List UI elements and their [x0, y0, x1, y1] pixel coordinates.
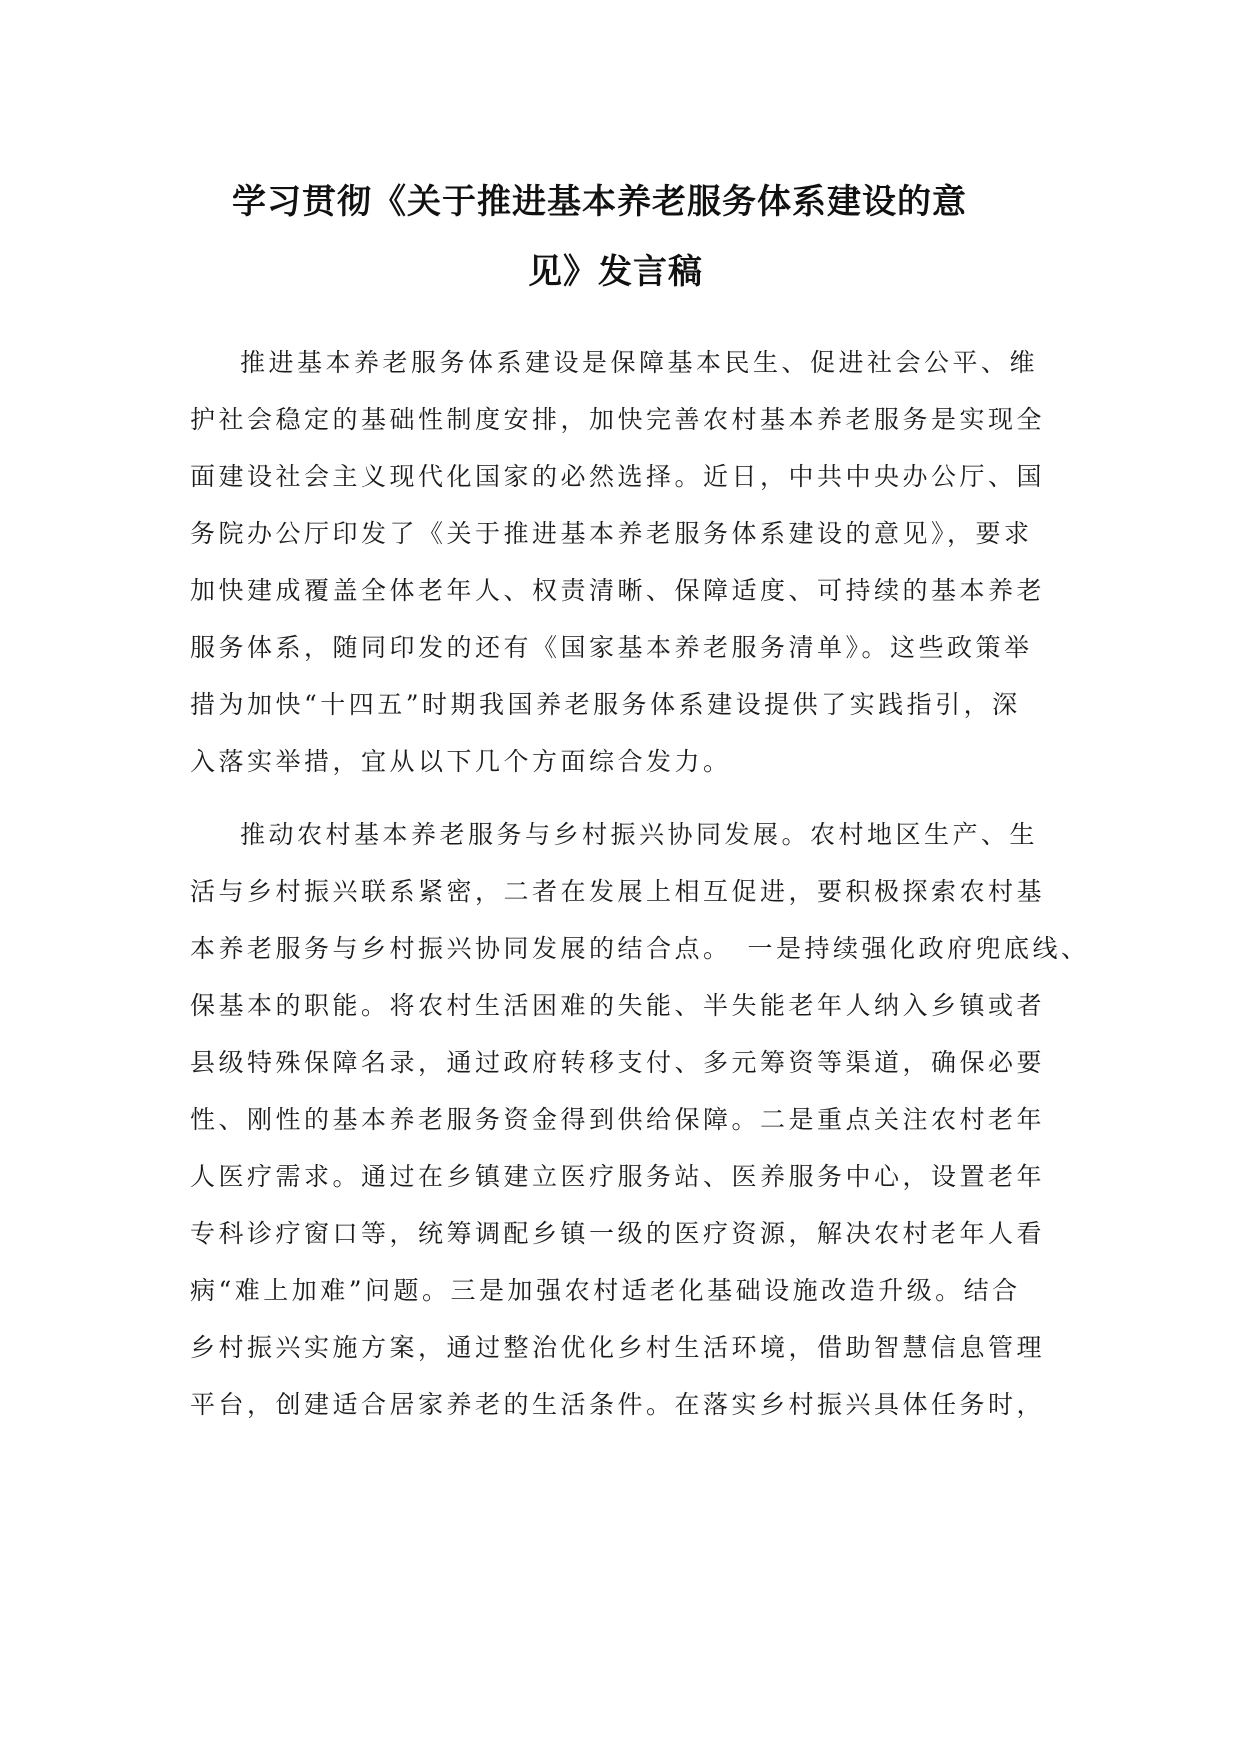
paragraph-line: 活与乡村振兴联系紧密，二者在发展上相互促进，要积极探索农村基	[190, 877, 1046, 906]
paragraph-line: 人医疗需求。通过在乡镇建立医疗服务站、医养服务中心，设置老年	[190, 1162, 1046, 1191]
paragraph-line: 服务体系，随同印发的还有《国家基本养老服务清单》。这些政策举	[190, 633, 1033, 662]
paragraph-line: 措为加快“十四五”时期我国养老服务体系建设提供了实践指引，深	[190, 690, 1021, 719]
paragraph-line: 推动农村基本养老服务与乡村振兴协同发展。农村地区生产、生	[240, 820, 1039, 849]
paragraph-line: 入落实举措，宜从以下几个方面综合发力。	[190, 747, 732, 776]
paragraph-intro	[190, 334, 1090, 790]
paragraph-line: 加快建成覆盖全体老年人、权责清晰、保障适度、可持续的基本养老	[190, 576, 1046, 605]
paragraph-line: 务院办公厅印发了《关于推进基本养老服务体系建设的意见》，要求	[190, 519, 1033, 548]
paragraph-line: 保基本的职能。将农村生活困难的失能、半失能老年人纳入乡镇或者	[190, 991, 1046, 1020]
paragraph-line: 病“难上加难”问题。三是加强农村适老化基础设施改造升级。结合	[190, 1276, 1021, 1305]
paragraph-line: 乡村振兴实施方案，通过整治优化乡村生活环境，借助智慧信息管理	[190, 1333, 1046, 1362]
paragraph-line: 护社会稳定的基础性制度安排，加快完善农村基本养老服务是实现全	[190, 405, 1046, 434]
document-title-line-2: 见》发言稿	[528, 252, 703, 292]
paragraph-line: 专科诊疗窗口等，统筹调配乡镇一级的医疗资源，解决农村老年人看	[190, 1219, 1046, 1248]
paragraph-line: 面建设社会主义现代化国家的必然选择。近日，中共中央办公厅、国	[190, 462, 1046, 491]
paragraph-line: 性、刚性的基本养老服务资金得到供给保障。二是重点关注农村老年	[190, 1105, 1046, 1134]
paragraph-rural-elderly-care	[190, 806, 1090, 1433]
paragraph-line: 推进基本养老服务体系建设是保障基本民生、促进社会公平、维	[240, 348, 1039, 377]
paragraph-line: 平台，创建适合居家养老的生活条件。在落实乡村振兴具体任务时，	[190, 1390, 1046, 1419]
paragraph-line: 县级特殊保障名录，通过政府转移支付、多元筹资等渠道，确保必要	[190, 1048, 1046, 1077]
paragraph-line: 本养老服务与乡村振兴协同发展的结合点。 一是持续强化政府兜底线、	[190, 934, 1090, 963]
document-title-line-1: 学习贯彻《关于推进基本养老服务体系建设的意	[232, 182, 967, 222]
